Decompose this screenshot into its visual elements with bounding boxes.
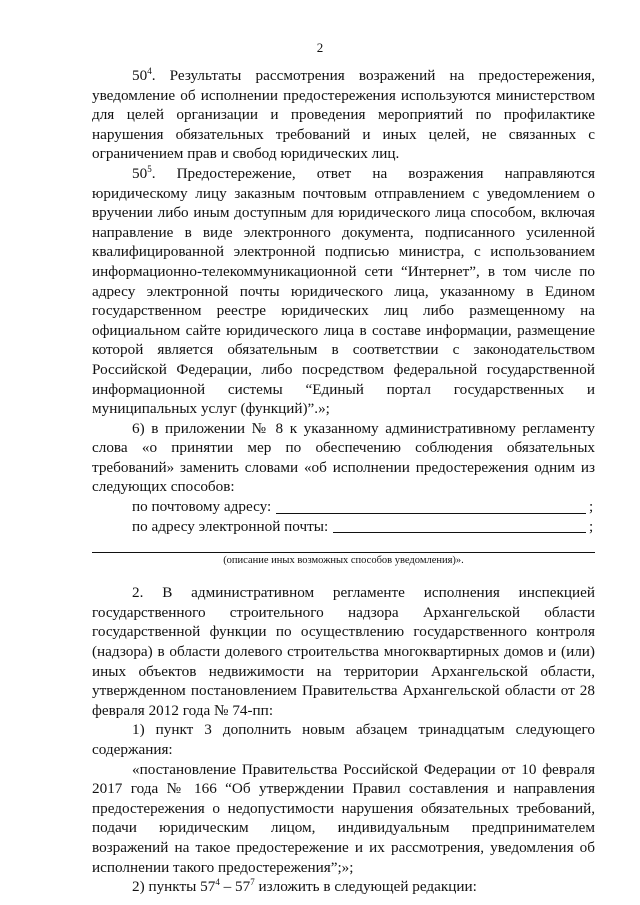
document-body	[92, 66, 595, 897]
item-2-sup-a: 4	[215, 877, 220, 888]
item-6: 6) в приложении № 8 к указанному административному регламенту слова «о принятии мер по обеспечению соблюдения обязательных требований» заменить словами «об исполнении предостережения одним из следующих способов:	[92, 419, 595, 496]
item-2-suffix: изложить в следующей редакции:	[254, 878, 477, 896]
para-text: . Результаты рассмотрения возражений на предостережения, уведомление об исполнении предостережения используются министерством для целей организации и проведения мероприятий по профилактике нарушения обязательных требований и иных целей, не связанных с ограничением прав и свобод юридических лиц.	[92, 67, 595, 163]
line-end: ;	[589, 498, 594, 516]
section-2: 2. В административном регламенте исполнения инспекцией государственного строительного надзора Архангельской области государственной функции по осуществлению государственного контроля (надзора) в области долевого строительства многоквартирных домов и (или) иных объектов недвижимости на территории Архангельской области, утвержденном постановлением Правительства Архангельской области от 28 февраля 2012 года № 74-пп:	[92, 584, 595, 719]
para-number: 50	[132, 164, 148, 182]
spacer	[92, 569, 595, 583]
page-number: 2	[316, 40, 324, 55]
item-2-mid: – 57	[219, 878, 251, 896]
email-address-blank	[333, 517, 586, 533]
other-methods-blank	[92, 536, 595, 553]
postal-address-label: по почтовому адресу:	[132, 498, 272, 516]
line-end: ;	[589, 517, 594, 535]
item-2-prefix: 2) пункты 57	[132, 878, 216, 896]
other-methods-caption: (описание иных возможных способов уведомления)».	[223, 555, 464, 567]
postal-address-row	[92, 497, 595, 517]
para-text: . Предостережение, ответ на возражения направляются юридическому лицу заказным почтовым отправлением с уведомлением о вручении либо иным доступным для юридического лица способом, включая направление в виде электронного документа, подписанного усиленной квалифицированной электронной подписью министра, с использованием информационно-телекоммуникационной сети “Интернет”, в том числе по адресу электронной почты юридического лица, указанному в Едином государственном реестре юридических лиц либо размещенному на официальном сайте юридического лица в составе информации, размещение которой является обязательным в соответствии с законодательством Российской Федерации, либо посредством федеральной государственной информационной системы “Единый портал государственных и муниципальных услуг (функций)”.»;	[92, 164, 595, 418]
email-address-label: по адресу электронной почты:	[132, 517, 329, 535]
item-2-sup-b: 7	[250, 877, 255, 888]
item-1: 1) пункт 3 дополнить новым абзацем тринадцатым следующего содержания:	[92, 721, 595, 758]
paragraph-50-4	[92, 66, 595, 164]
postal-address-blank	[276, 498, 586, 514]
para-superscript: 4	[147, 65, 152, 76]
para-number: 50	[132, 67, 148, 84]
para-superscript: 5	[147, 163, 152, 174]
paragraph-50-5	[92, 164, 595, 419]
quoted-text: «постановление Правительства Российской Федерации от 10 февраля 2017 года № 166 “Об утверждении Правил составления и направления предостережения о недопустимости нарушения обязательных требований, подачи юридическим лицом, индивидуальным предпринимателем возражений на такое предостережение и их рассмотрения, уведомления об исполнении такого предостережения”;»;	[92, 760, 595, 876]
email-address-row	[92, 517, 595, 537]
item-2	[92, 877, 595, 897]
